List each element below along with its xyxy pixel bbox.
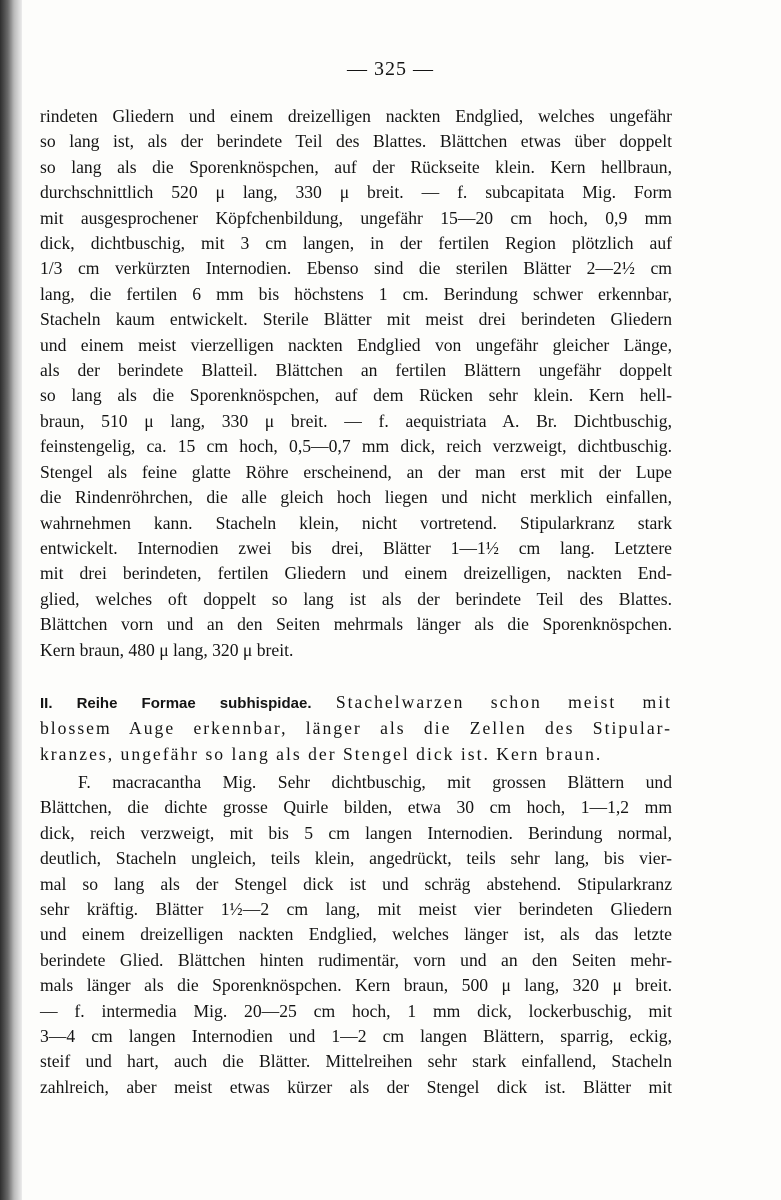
text-line: feinstengelig, ca. 15 cm hoch, 0,5—0,7 mm dick, reich verzweigt, dichtbuschig. xyxy=(40,436,672,457)
text-line: 1/3 cm verkürzten Internodien. Ebenso sind die sterilen Blätter 2—2½ cm xyxy=(40,258,672,279)
text-line: — f. intermedia Mig. 20—25 cm hoch, 1 mm dick, lockerbuschig, mit xyxy=(40,1000,672,1021)
text-line: so lang ist, als der berindete Teil des Blattes. Blättchen etwas über doppelt xyxy=(40,131,672,152)
text-line: sehr kräftig. Blätter 1½—2 cm lang, mit meist vier berindeten Gliedern xyxy=(40,899,672,920)
text-line: dick, reich verzweigt, mit bis 5 cm langen Internodien. Berindung normal, xyxy=(40,822,672,843)
paragraph-macracantha xyxy=(40,770,672,1100)
text-line: kranzes, ungefähr so lang als der Stengel dick ist. Kern braun. xyxy=(40,743,603,764)
text-line: so lang als die Sporenknöspchen, auf der Rückseite klein. Kern hellbraun, xyxy=(40,156,672,177)
text-span: Stachelwarzen schon meist mit xyxy=(335,692,672,712)
text-line: steif und hart, auch die Blätter. Mittelreihen sehr stark einfallend, Stacheln xyxy=(40,1051,672,1072)
text-line: Blättchen, die dichte grosse Quirle bilden, etwa 30 cm hoch, 1—1,2 mm xyxy=(40,797,672,818)
text-line: wahrnehmen kann. Stacheln klein, nicht vortretend. Stipularkranz stark xyxy=(40,512,672,533)
text-line: braun, 510 μ lang, 330 μ breit. — f. aequistriata A. Br. Dichtbuschig, xyxy=(40,410,672,431)
text-line: mit drei berindeten, fertilen Gliedern und einem dreizelligen, nackten End- xyxy=(40,563,672,584)
text-line: und einem dreizelligen nackten Endglied, welches länger ist, als das letzte xyxy=(40,924,672,945)
text-line: mals länger als die Sporenknöspchen. Kern braun, 500 μ lang, 320 μ breit. xyxy=(40,975,672,996)
section-heading-paragraph xyxy=(40,690,672,767)
text-line: F. macracantha Mig. Sehr dichtbuschig, mit grossen Blättern und xyxy=(78,772,672,792)
text-line: als der berindete Blatteil. Blättchen an fertilen Blättern ungefähr doppelt xyxy=(40,360,672,381)
text-line: mal so lang als der Stengel dick ist und schräg abstehend. Stipularkranz xyxy=(40,873,672,894)
text-line: glied, welches oft doppelt so lang ist als der berindete Teil des Blattes. xyxy=(40,588,672,609)
text-line: Kern braun, 480 μ lang, 320 μ breit. xyxy=(40,639,294,660)
text-line: durchschnittlich 520 μ lang, 330 μ breit. — f. subcapitata Mig. Form xyxy=(40,182,672,203)
text-line: Stengel als feine glatte Röhre erscheinend, an der man erst mit der Lupe xyxy=(40,461,672,482)
paragraph-continuation xyxy=(40,104,672,663)
text-line: die Rindenröhrchen, die alle gleich hoch liegen und nicht merklich einfallen, xyxy=(40,487,672,508)
text-line: so lang als die Sporenknöspchen, auf dem Rücken sehr klein. Kern hell- xyxy=(40,385,672,406)
text-line: lang, die fertilen 6 mm bis höchstens 1 cm. Berindung schwer erkennbar, xyxy=(40,283,672,304)
text-line: entwickelt. Internodien zwei bis drei, Blätter 1—1½ cm lang. Letztere xyxy=(40,537,672,558)
text-line: blossem Auge erkennbar, länger als die Zellen des Stipular- xyxy=(40,718,672,739)
heading-line xyxy=(40,690,672,716)
text-line: rindeten Gliedern und einem dreizelligen nackten Endglied, welches ungefähr xyxy=(40,106,672,126)
text-line: mit ausgesprochener Köpfchenbildung, ungefähr 15—20 cm hoch, 0,9 mm xyxy=(40,207,672,228)
text-line: 3—4 cm langen Internodien und 1—2 cm langen Blättern, sparrig, eckig, xyxy=(40,1026,672,1047)
text-line: deutlich, Stacheln ungleich, teils klein, angedrückt, teils sehr lang, bis vier- xyxy=(40,848,672,869)
text-line: und einem meist vierzelligen nackten Endglied von ungefähr gleicher Länge, xyxy=(40,334,672,355)
section-heading: II. Reihe Formae subhispidae. xyxy=(40,695,312,712)
text-line: berindete Glied. Blättchen hinten rudimentär, vorn und an den Seiten mehr- xyxy=(40,949,672,970)
text-line: zahlreich, aber meist etwas kürzer als der Stengel dick ist. Blätter mit xyxy=(40,1076,672,1097)
text-line: Stacheln kaum entwickelt. Sterile Blätter mit meist drei berindeten Gliedern xyxy=(40,309,672,330)
page-number: — 325 — xyxy=(347,58,434,80)
book-binding-shadow xyxy=(0,0,22,1200)
text-line: dick, dichtbuschig, mit 3 cm langen, in der fertilen Region plötzlich auf xyxy=(40,233,672,254)
text-line: Blättchen vorn und an den Seiten mehrmals länger als die Sporenknöspchen. xyxy=(40,614,672,635)
